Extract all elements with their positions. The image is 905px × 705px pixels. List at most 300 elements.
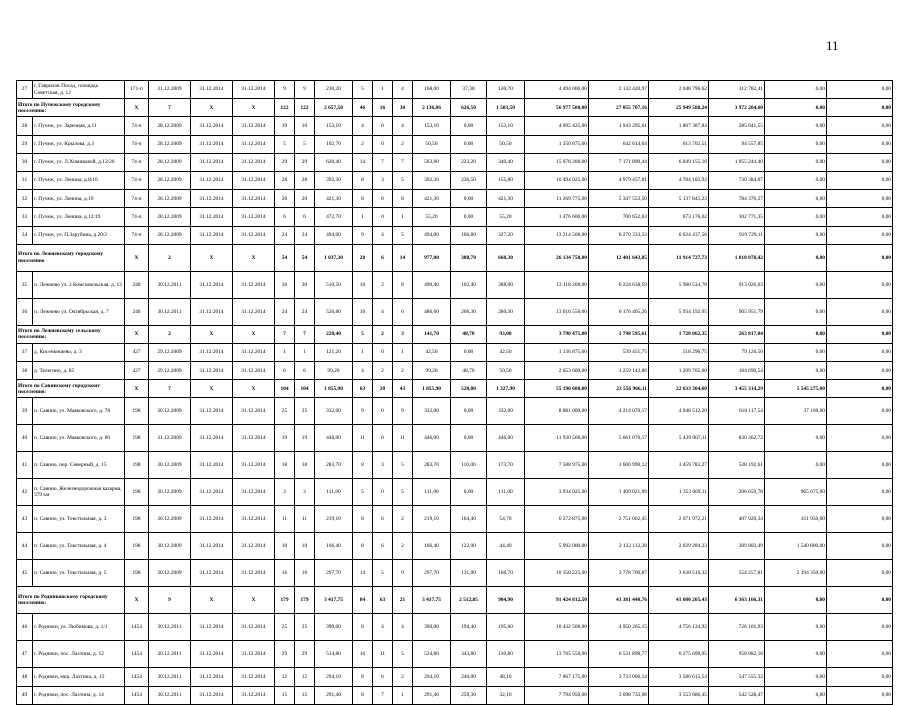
table-cell: 30.12.2009: [149, 560, 191, 587]
table-cell: 102 771,35: [709, 208, 765, 226]
table-cell: 0,00: [451, 425, 487, 452]
table-cell: 3 459 783,27: [649, 452, 709, 479]
table-cell: 2: [373, 325, 393, 343]
table-cell: 43 381 440,76: [589, 587, 649, 614]
table-cell: 446,00: [487, 425, 525, 452]
table-cell: X: [191, 587, 233, 614]
table-cell: 173,70: [487, 452, 525, 479]
table-cell: 518 296,75: [649, 343, 709, 361]
table-cell: 2 048 796,62: [649, 81, 709, 99]
table-cell: 236,50: [451, 171, 487, 189]
table-cell: 0,00: [765, 190, 827, 208]
table-cell: 0,00: [827, 380, 893, 398]
table-cell: 31.12.2014: [191, 81, 233, 99]
table-cell: 2: [393, 362, 413, 380]
table-cell: 12: [295, 668, 315, 686]
table-cell: 10: [275, 117, 295, 135]
table-cell: 7 588 975,00: [525, 452, 589, 479]
table-row: [17, 271, 893, 298]
table-cell: 0,00: [827, 343, 893, 361]
table-cell: 153,10: [413, 117, 451, 135]
table-cell: 40: [17, 425, 33, 452]
table-cell: 153,10: [315, 117, 353, 135]
table-cell: 8: [393, 190, 413, 208]
table-cell: 5: [393, 479, 413, 506]
table-cell: X: [125, 325, 149, 343]
table-cell: 31.12.2014: [233, 425, 275, 452]
table-cell: 30.12.2009: [149, 398, 191, 425]
table-cell: 84: [353, 587, 373, 614]
subtotal-row: [17, 325, 893, 343]
table-cell: 6: [373, 668, 393, 686]
table-cell: 294,10: [413, 668, 451, 686]
table-cell: 48,70: [451, 362, 487, 380]
table-cell: 31: [17, 171, 33, 189]
table-cell: 308,70: [451, 244, 487, 271]
table-cell: 39: [17, 398, 33, 425]
table-cell: 31.12.2014: [191, 668, 233, 686]
table-cell: 27: [17, 81, 33, 99]
table-cell: 2 671 972,21: [649, 506, 709, 533]
table-cell: 0,00: [765, 117, 827, 135]
table-cell: 166,40: [413, 533, 451, 560]
table-cell: 6: [295, 362, 315, 380]
table-cell: 7: [295, 325, 315, 343]
table-cell: 31.12.2014: [233, 117, 275, 135]
table-cell: 4: [353, 117, 373, 135]
table-cell: 37 100,00: [765, 398, 827, 425]
table-cell: 0: [373, 343, 393, 361]
table-cell: 3 733 006,14: [589, 668, 649, 686]
table-cell: 0: [373, 117, 393, 135]
table-cell: 11: [275, 506, 295, 533]
table-cell: 54: [295, 244, 315, 271]
table-cell: 2 132 112,28: [589, 533, 649, 560]
table-cell: 30.12.2011: [149, 668, 191, 686]
table-cell: 31.12.2014: [233, 298, 275, 325]
table-cell: 3 790 475,00: [525, 325, 589, 343]
table-cell: 1 728 062,35: [649, 325, 709, 343]
table-cell: 16: [295, 560, 315, 587]
table-row: [17, 135, 893, 153]
table-cell: 30.12.2011: [149, 298, 191, 325]
table-cell: 14: [393, 244, 413, 271]
table-cell: 528,00: [451, 380, 487, 398]
table-cell: 43: [17, 506, 33, 533]
subtotal-label: Итого по Лежневскому сельскому поселению:: [17, 325, 125, 343]
table-cell: 31.12.2014: [191, 560, 233, 587]
table-cell: 28.12.2009: [149, 171, 191, 189]
address-cell: г. Гаврилов Посад, площадь Советская, д. 12: [33, 81, 125, 99]
table-cell: 0,00: [827, 298, 893, 325]
table-cell: 5: [373, 560, 393, 587]
table-cell: 8 881 000,00: [525, 398, 589, 425]
table-cell: 74-п: [125, 171, 149, 189]
table-row: [17, 668, 893, 686]
table-cell: 1 327,90: [487, 380, 525, 398]
table-cell: 0,00: [765, 153, 827, 171]
table-cell: 1454: [125, 641, 149, 668]
table-cell: 4 214 070,17: [589, 398, 649, 425]
table-cell: 3 778 700,87: [589, 560, 649, 587]
table-cell: X: [125, 587, 149, 614]
table-cell: 547 555,32: [709, 668, 765, 686]
table-cell: 30: [17, 153, 33, 171]
table-cell: 12 401 643,85: [589, 244, 649, 271]
table-cell: 11: [295, 506, 315, 533]
table-cell: 46: [353, 99, 373, 117]
table-cell: 104: [275, 380, 295, 398]
table-cell: 0,00: [765, 298, 827, 325]
table-cell: 24: [295, 298, 315, 325]
table-cell: 31.12.2014: [191, 686, 233, 704]
table-cell: 904,90: [487, 587, 525, 614]
table-cell: 11: [353, 425, 373, 452]
table-cell: 6 531 898,77: [589, 641, 649, 668]
table-cell: 9: [275, 81, 295, 99]
table-cell: 280,30: [487, 298, 525, 325]
table-cell: 1 798 595,61: [589, 325, 649, 343]
table-cell: 16: [353, 641, 373, 668]
table-cell: 4: [373, 614, 393, 641]
table-cell: 0,00: [827, 641, 893, 668]
table-cell: 7: [393, 153, 413, 171]
table-cell: 30.12.2009: [149, 479, 191, 506]
table-cell: 0,00: [765, 208, 827, 226]
table-cell: 6: [373, 506, 393, 533]
table-cell: 24: [275, 226, 295, 244]
table-cell: 2: [353, 135, 373, 153]
table-cell: 74-п: [125, 190, 149, 208]
table-cell: 198: [125, 425, 149, 452]
table-cell: 248: [125, 271, 149, 298]
table-cell: 31.12.2009: [149, 425, 191, 452]
table-cell: 8: [393, 271, 413, 298]
table-cell: 5: [275, 135, 295, 153]
table-cell: 1 540 800,00: [765, 533, 827, 560]
table-cell: 327,20: [487, 226, 525, 244]
table-cell: 388,00: [487, 271, 525, 298]
table-cell: 198: [125, 398, 149, 425]
table-cell: 392,30: [413, 171, 451, 189]
table-cell: 31.12.2009: [149, 81, 191, 99]
subtotal-row: [17, 99, 893, 117]
table-cell: 25: [295, 398, 315, 425]
table-cell: 673 176,02: [649, 208, 709, 226]
table-cell: 3: [295, 479, 315, 506]
table-cell: 30.12.2009: [149, 533, 191, 560]
table-cell: 2 029 284,23: [649, 533, 709, 560]
table-cell: 33: [17, 208, 33, 226]
table-cell: 28.12.2009: [149, 226, 191, 244]
table-cell: 4 784 183,92: [649, 171, 709, 189]
table-cell: 29.12.2009: [149, 343, 191, 361]
table-cell: 6: [275, 362, 295, 380]
table-cell: 28.12.2009: [149, 135, 191, 153]
table-cell: 194,40: [451, 614, 487, 641]
table-row: [17, 81, 893, 99]
table-cell: 21: [393, 587, 413, 614]
table-cell: 1 136 875,00: [525, 343, 589, 361]
table-cell: 5 980 534,78: [649, 271, 709, 298]
table-row: [17, 452, 893, 479]
table-cell: 9: [353, 398, 373, 425]
table-row: [17, 614, 893, 641]
table-cell: 31.12.2014: [233, 271, 275, 298]
table-cell: 25: [275, 398, 295, 425]
housing-table: [16, 80, 893, 705]
table-cell: 31.12.2014: [191, 171, 233, 189]
table-cell: 28.12.2009: [149, 153, 191, 171]
table-cell: 49: [17, 686, 33, 704]
table-cell: 5 992 000,00: [525, 533, 589, 560]
address-cell: д. Телегино, д. 85: [33, 362, 125, 380]
table-cell: 3 455 314,29: [709, 380, 765, 398]
table-cell: 526,80: [315, 298, 353, 325]
table-cell: 31.12.2014: [191, 362, 233, 380]
table-cell: 31.12.2014: [191, 226, 233, 244]
table-cell: 0,00: [827, 117, 893, 135]
subtotal-row: [17, 380, 893, 398]
table-cell: 0,00: [765, 271, 827, 298]
table-cell: 1454: [125, 686, 149, 704]
table-cell: 0,00: [451, 190, 487, 208]
table-cell: 490,40: [413, 271, 451, 298]
table-cell: 9: [393, 398, 413, 425]
table-row: [17, 362, 893, 380]
table-cell: 111,00: [413, 479, 451, 506]
table-cell: X: [233, 380, 275, 398]
table-cell: 613 702,51: [649, 135, 709, 153]
table-cell: 0,00: [765, 343, 827, 361]
table-cell: 155,80: [487, 171, 525, 189]
table-cell: 4 494 000,00: [525, 81, 589, 99]
table-cell: 554 257,81: [709, 560, 765, 587]
table-cell: 427: [125, 362, 149, 380]
table-cell: 285 041,55: [709, 117, 765, 135]
table-cell: 219,10: [413, 506, 451, 533]
table-cell: 164,40: [451, 506, 487, 533]
table-cell: 0: [373, 479, 393, 506]
table-cell: 6: [373, 533, 393, 560]
table-cell: 29: [17, 135, 33, 153]
table-cell: 1 476 600,00: [525, 208, 589, 226]
table-cell: 50,50: [413, 135, 451, 153]
table-cell: X: [191, 325, 233, 343]
table-cell: 494,00: [315, 226, 353, 244]
table-cell: 312 782,41: [709, 81, 765, 99]
table-cell: 0,00: [765, 614, 827, 641]
table-cell: 9: [149, 587, 191, 614]
table-cell: 0,00: [827, 99, 893, 117]
table-cell: 0,00: [827, 425, 893, 452]
table-cell: 9: [295, 81, 315, 99]
table-cell: 5 545 275,00: [765, 380, 827, 398]
table-cell: 30.12.2009: [149, 506, 191, 533]
table-cell: 0,00: [827, 362, 893, 380]
table-cell: 1454: [125, 668, 149, 686]
table-row: [17, 398, 893, 425]
table-cell: 38: [17, 362, 33, 380]
table-cell: 332,00: [487, 398, 525, 425]
table-cell: 20: [353, 244, 373, 271]
table-cell: 31.12.2014: [233, 171, 275, 189]
address-cell: г. Родники, пос. Лахтина, д. 12: [33, 641, 125, 668]
table-cell: 10: [353, 271, 373, 298]
table-cell: 7 867 175,00: [525, 668, 589, 686]
table-cell: 542 528,47: [709, 686, 765, 704]
table-cell: 42,50: [413, 343, 451, 361]
table-cell: 198: [125, 533, 149, 560]
table-cell: 6 275 699,05: [649, 641, 709, 668]
table-cell: 2: [393, 668, 413, 686]
table-cell: 421,30: [315, 190, 353, 208]
subtotal-label: Итого по Лежневскому городскому поселению: [17, 244, 125, 271]
table-cell: 618 117,54: [709, 398, 765, 425]
table-cell: 390,00: [413, 614, 451, 641]
table-cell: 0,00: [827, 479, 893, 506]
table-cell: 32: [17, 190, 33, 208]
table-cell: 31.12.2014: [191, 343, 233, 361]
table-cell: 5: [393, 641, 413, 668]
table-cell: 31.12.2014: [233, 135, 275, 153]
table-cell: 1: [295, 343, 315, 361]
table-cell: 11 930 500,00: [525, 425, 589, 452]
table-cell: 46: [17, 614, 33, 641]
table-cell: 8: [353, 190, 373, 208]
table-cell: 30.12.2011: [149, 614, 191, 641]
table-cell: 30: [393, 99, 413, 117]
address-cell: п. Лежнево ул. Октябрьская, д. 7: [33, 298, 125, 325]
table-cell: 392,30: [315, 171, 353, 189]
table-cell: 30: [295, 271, 315, 298]
table-cell: 41: [17, 452, 33, 479]
table-cell: 50,50: [487, 135, 525, 153]
table-cell: 99,20: [315, 362, 353, 380]
table-cell: 283,70: [315, 452, 353, 479]
table-cell: 13 118 200,00: [525, 271, 589, 298]
table-cell: 45: [17, 560, 33, 587]
table-cell: 8: [353, 668, 373, 686]
table-cell: 37,30: [451, 81, 487, 99]
table-row: [17, 533, 893, 560]
table-cell: 642 614,64: [589, 135, 649, 153]
table-cell: 2 132 420,97: [589, 81, 649, 99]
table-cell: 1 855,90: [315, 380, 353, 398]
table-cell: 7: [149, 99, 191, 117]
table-cell: 15 076 300,00: [525, 153, 589, 171]
address-cell: г. Пучеж, ул. Ленина, д.19: [33, 190, 125, 208]
table-cell: 31.12.2014: [191, 614, 233, 641]
table-cell: 31.12.2014: [233, 560, 275, 587]
table-cell: 130,70: [487, 81, 525, 99]
table-cell: 1: [393, 208, 413, 226]
table-cell: 4: [393, 614, 413, 641]
table-cell: 74-п: [125, 135, 149, 153]
table-cell: 63: [353, 380, 373, 398]
address-cell: г. Пучеж, ул. Л.Химиковой, д.12/26: [33, 153, 125, 171]
table-cell: 2: [393, 506, 413, 533]
address-cell: г. Родники, мкр. Лахтина, д. 13: [33, 668, 125, 686]
table-cell: 294,10: [315, 668, 353, 686]
table-row: [17, 686, 893, 704]
table-cell: 0: [373, 190, 393, 208]
table-cell: 6 024 437,56: [649, 226, 709, 244]
table-cell: 1 037,30: [315, 244, 353, 271]
table-cell: 31.12.2014: [191, 425, 233, 452]
table-cell: 55,20: [487, 208, 525, 226]
table-cell: 31.12.2014: [233, 398, 275, 425]
address-cell: п. Савино, пер. Северный, д. 15: [33, 452, 125, 479]
table-cell: 0: [373, 398, 393, 425]
table-cell: 16: [275, 560, 295, 587]
table-cell: 486,60: [413, 298, 451, 325]
table-cell: 494,00: [413, 226, 451, 244]
table-cell: 24: [275, 298, 295, 325]
table-cell: 905 951,79: [709, 298, 765, 325]
table-cell: 195,60: [487, 614, 525, 641]
table-cell: 6: [295, 208, 315, 226]
table-cell: 104: [295, 380, 315, 398]
table-cell: 141,70: [413, 325, 451, 343]
address-cell: п. Савино, ул. Маяковского, д. 78: [33, 398, 125, 425]
table-cell: 0,00: [827, 398, 893, 425]
table-cell: 5: [295, 135, 315, 153]
table-cell: 5: [353, 479, 373, 506]
table-cell: 0,00: [765, 244, 827, 271]
table-cell: 29: [295, 641, 315, 668]
table-cell: 620,40: [315, 153, 353, 171]
table-cell: 1 867 387,84: [649, 117, 709, 135]
table-row: [17, 560, 893, 587]
table-cell: 1: [393, 686, 413, 704]
table-cell: 6 363 166,31: [709, 587, 765, 614]
table-cell: 0,00: [451, 479, 487, 506]
table-cell: 25 949 588,24: [649, 99, 709, 117]
table-cell: 0,00: [827, 135, 893, 153]
table-cell: 3: [393, 325, 413, 343]
table-cell: 263 817,04: [709, 325, 765, 343]
table-cell: 913 026,63: [709, 271, 765, 298]
table-cell: 20: [295, 190, 315, 208]
table-cell: 20: [373, 380, 393, 398]
table-cell: 0,00: [827, 560, 893, 587]
table-cell: 1 855,90: [413, 380, 451, 398]
table-cell: 0,00: [765, 81, 827, 99]
table-cell: 31.12.2014: [233, 226, 275, 244]
table-cell: 2 653 600,00: [525, 362, 589, 380]
table-cell: 0,00: [451, 208, 487, 226]
table-cell: 11: [373, 641, 393, 668]
table-cell: 122: [295, 99, 315, 117]
table-cell: 0,00: [827, 668, 893, 686]
table-cell: 30.12.2009: [149, 452, 191, 479]
address-cell: г. Родники, пос. Лахтина, д. 14: [33, 686, 125, 704]
table-cell: 29: [275, 153, 295, 171]
table-cell: 223,20: [451, 153, 487, 171]
table-cell: 219,10: [315, 506, 353, 533]
table-cell: 28.12.2009: [149, 190, 191, 208]
table-cell: 19: [275, 425, 295, 452]
address-cell: п. Савино, ул. Текстильная, д. 5: [33, 560, 125, 587]
table-cell: 30: [275, 271, 295, 298]
table-cell: 48,70: [451, 325, 487, 343]
table-cell: 0,00: [827, 533, 893, 560]
table-cell: X: [233, 244, 275, 271]
table-cell: 4 979 457,01: [589, 171, 649, 189]
table-cell: 3 972 204,60: [709, 99, 765, 117]
table-row: [17, 226, 893, 244]
